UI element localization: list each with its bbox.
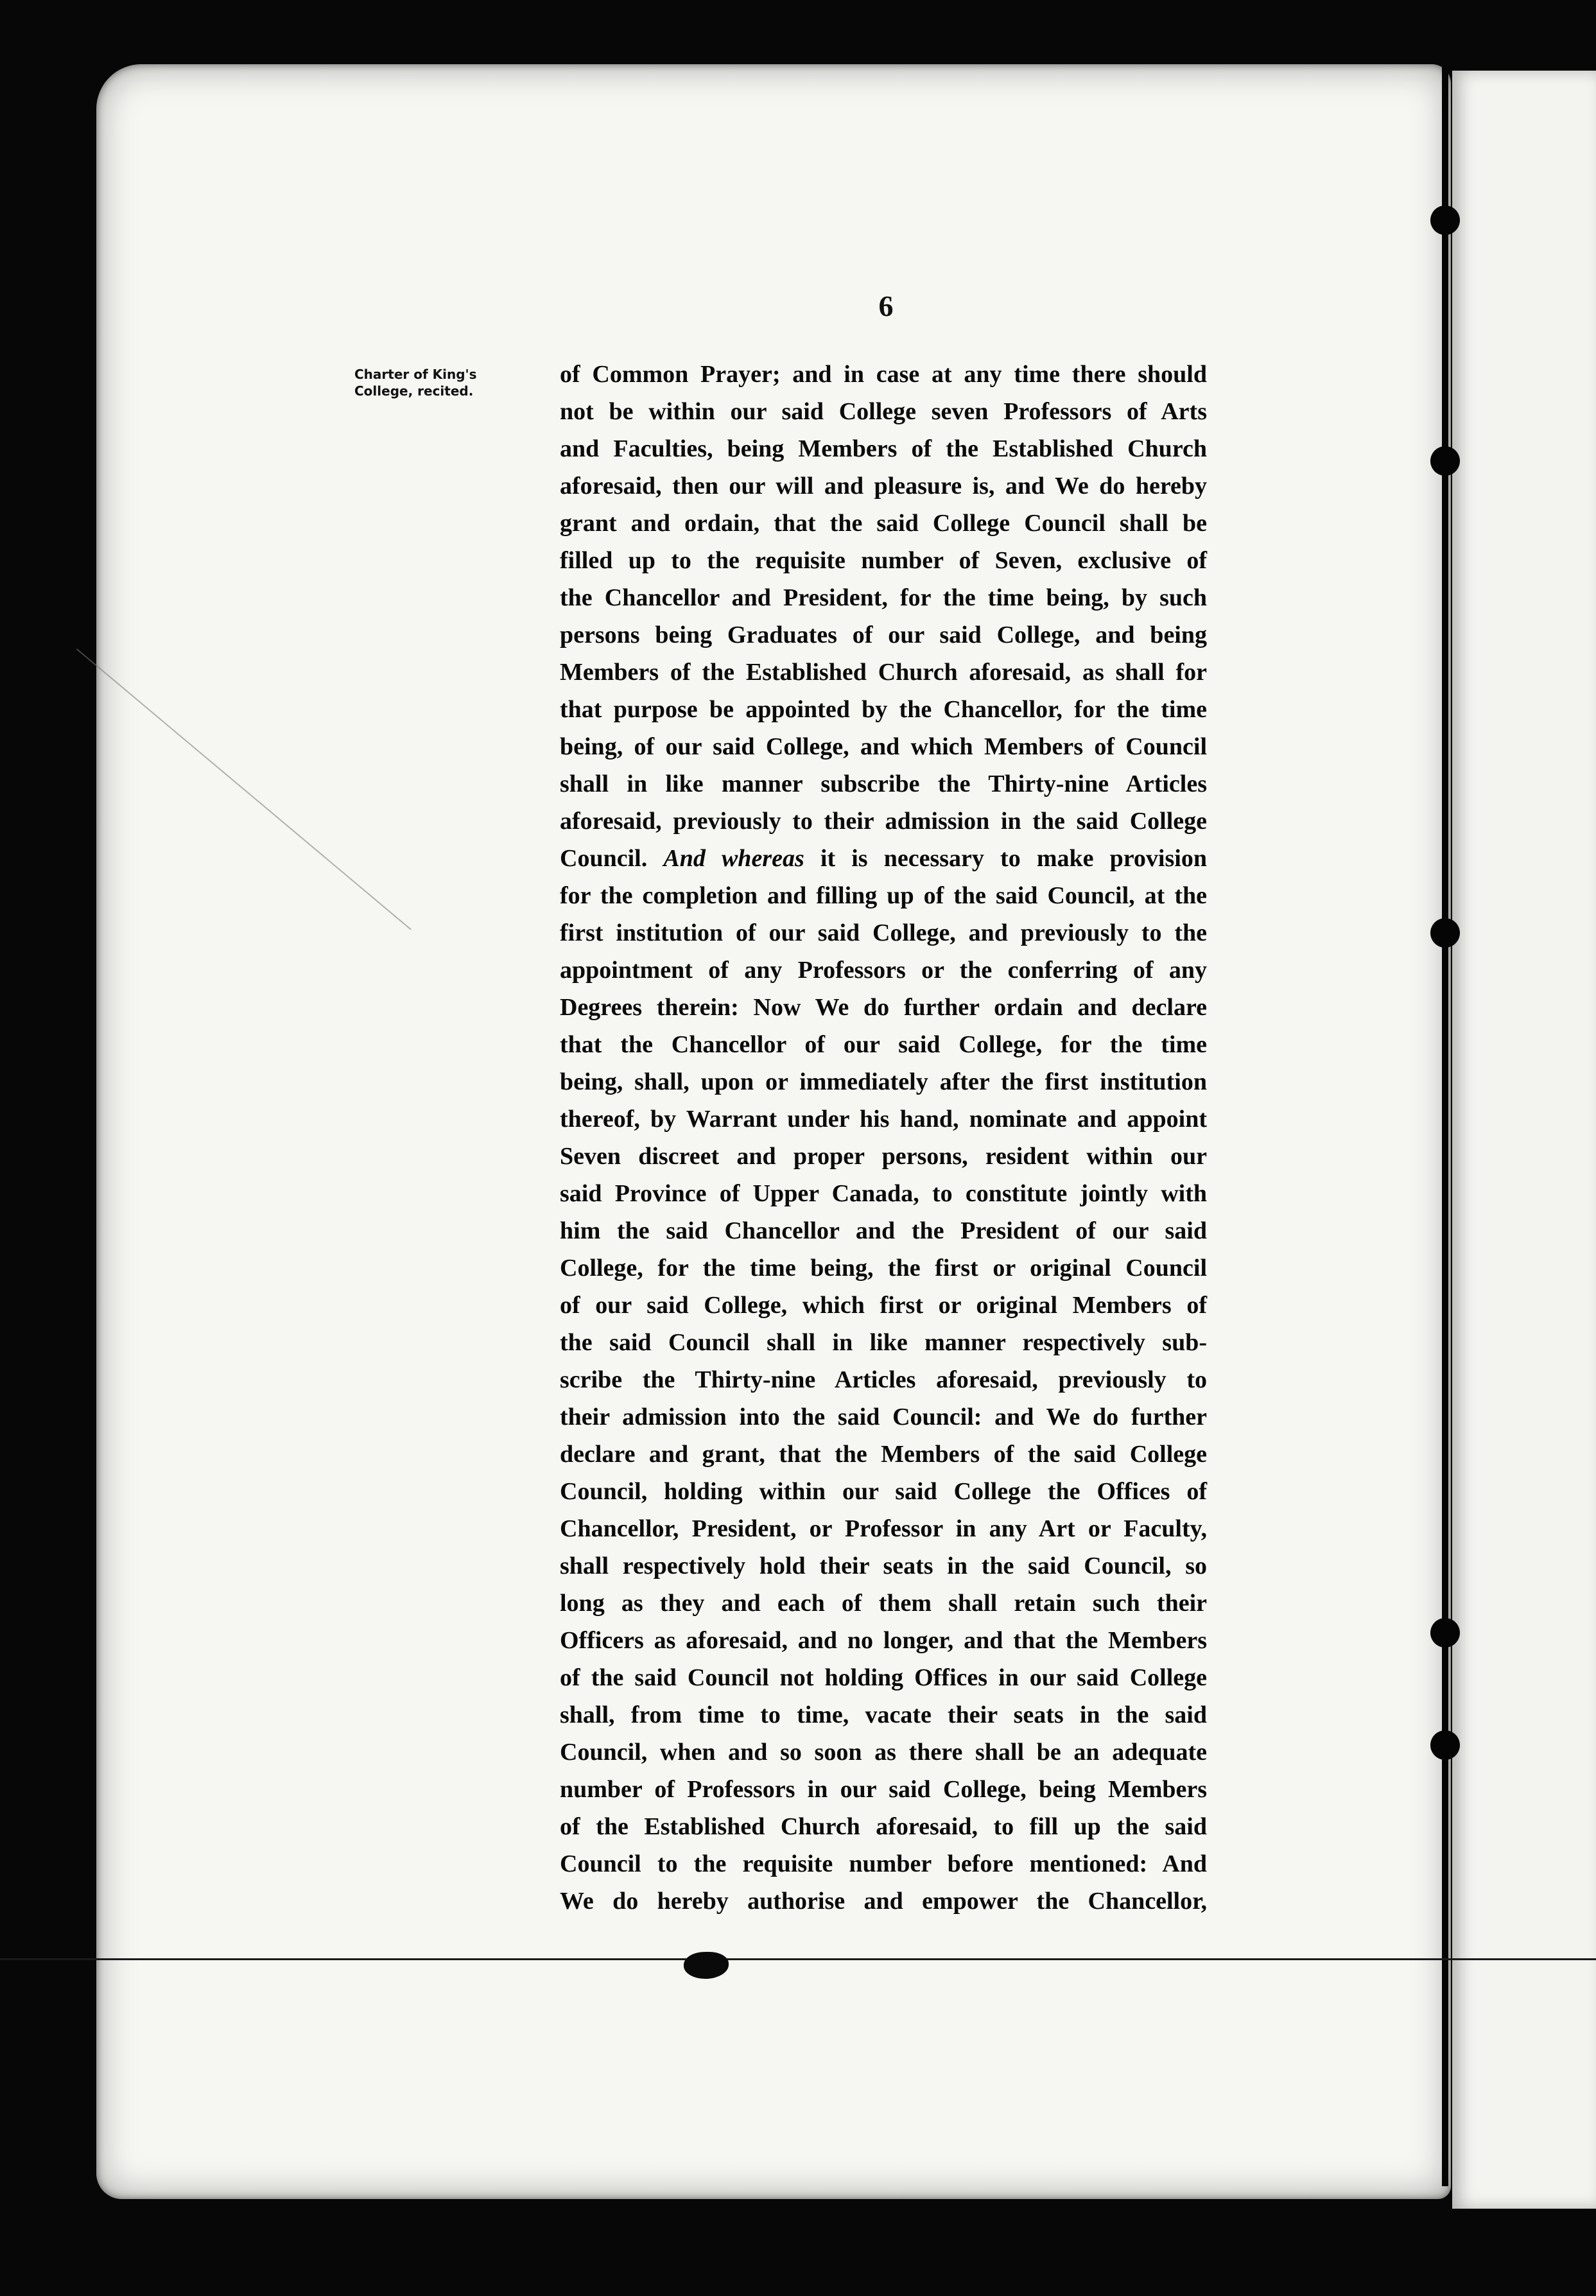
italic-phrase: And whereas [663, 845, 804, 872]
text-line: declare and grant, that the Members of the said College [560, 1441, 1207, 1468]
marginal-note-line: Charter of King's [354, 367, 477, 382]
text-line: We do hereby authorise and empower the Chancellor, [560, 1888, 1207, 1915]
text-line: of our said College, which first or original Members of [560, 1292, 1207, 1319]
text-line: shall respectively hold their seats in the said Council, so [560, 1552, 1207, 1579]
binding-gutter [1442, 67, 1448, 2186]
text-line: first institution of our said College, and previously to the [560, 919, 1207, 946]
text-line: him the said Chancellor and the President of our said [560, 1217, 1207, 1244]
text-line: aforesaid, then our will and pleasure is, and We do hereby [560, 473, 1207, 500]
binding-mark [1430, 1618, 1460, 1648]
text-line: and Faculties, being Members of the Established Church [560, 435, 1207, 462]
text-line: Chancellor, President, or Professor in any Art or Faculty, [560, 1515, 1207, 1542]
text-line: the said Council shall in like manner respectively sub- [560, 1329, 1207, 1356]
text-line: Council. And whereas it is necessary to make provision [560, 845, 1207, 872]
text-line: number of Professors in our said College, being Members [560, 1776, 1207, 1803]
text-line: filled up to the requisite number of Seven, exclusive of [560, 547, 1207, 574]
binding-mark [1430, 918, 1460, 948]
text-line: of Common Prayer; and in case at any time there should [560, 361, 1207, 388]
text-line: appointment of any Professors or the conferring of any [560, 957, 1207, 984]
text-line: College, for the time being, the first or original Council [560, 1255, 1207, 1282]
text-line: that purpose be appointed by the Chancellor, for the time [560, 696, 1207, 723]
binding-mark [1430, 205, 1460, 235]
text-line: that the Chancellor of our said College, for the time [560, 1031, 1207, 1058]
facing-page-edge [1452, 71, 1596, 2209]
text-line: aforesaid, previously to their admission in the said College [560, 808, 1207, 835]
marginal-note [354, 366, 508, 399]
text-line: grant and ordain, that the said College Council shall be [560, 510, 1207, 537]
text-line: long as they and each of them shall retain such their [560, 1590, 1207, 1617]
text-line: not be within our said College seven Professors of Arts [560, 398, 1207, 425]
text-line: Degrees therein: Now We do further ordain and declare [560, 994, 1207, 1021]
text-line: being, of our said College, and which Members of Council [560, 733, 1207, 760]
text-line: their admission into the said Council: and We do further [560, 1404, 1207, 1431]
text-line: Seven discreet and proper persons, resident within our [560, 1143, 1207, 1170]
marginal-note-line: College, recited. [354, 383, 474, 399]
text-line: Members of the Established Church aforesaid, as shall for [560, 659, 1207, 686]
binding-mark [1430, 446, 1460, 476]
text-line: Council, holding within our said College the Offices of [560, 1478, 1207, 1505]
text-line: Council, when and so soon as there shall be an adequate [560, 1739, 1207, 1766]
fold-line [0, 1958, 1596, 1960]
binding-mark [1430, 1730, 1460, 1760]
text-line: of the said Council not holding Offices in our said College [560, 1664, 1207, 1691]
text-line: being, shall, upon or immediately after the first institution [560, 1068, 1207, 1095]
text-line: thereof, by Warrant under his hand, nominate and appoint [560, 1106, 1207, 1133]
text-line: for the completion and filling up of the said Council, at the [560, 882, 1207, 909]
text-line: said Province of Upper Canada, to constitute jointly with [560, 1180, 1207, 1207]
body-text [560, 356, 1207, 1920]
text-line: of the Established Church aforesaid, to fill up the said [560, 1813, 1207, 1840]
text-line: Council to the requisite number before mentioned: And [560, 1850, 1207, 1877]
text-line: shall in like manner subscribe the Thirty-nine Articles [560, 770, 1207, 797]
text-line: persons being Graduates of our said College, and being [560, 622, 1207, 648]
text-line: the Chancellor and President, for the time being, by such [560, 584, 1207, 611]
text-line: shall, from time to time, vacate their seats in the said [560, 1701, 1207, 1728]
text-line: scribe the Thirty-nine Articles aforesaid, previously to [560, 1366, 1207, 1393]
page-number: 6 [878, 290, 894, 322]
text-line: Officers as aforesaid, and no longer, and that the Members [560, 1627, 1207, 1654]
